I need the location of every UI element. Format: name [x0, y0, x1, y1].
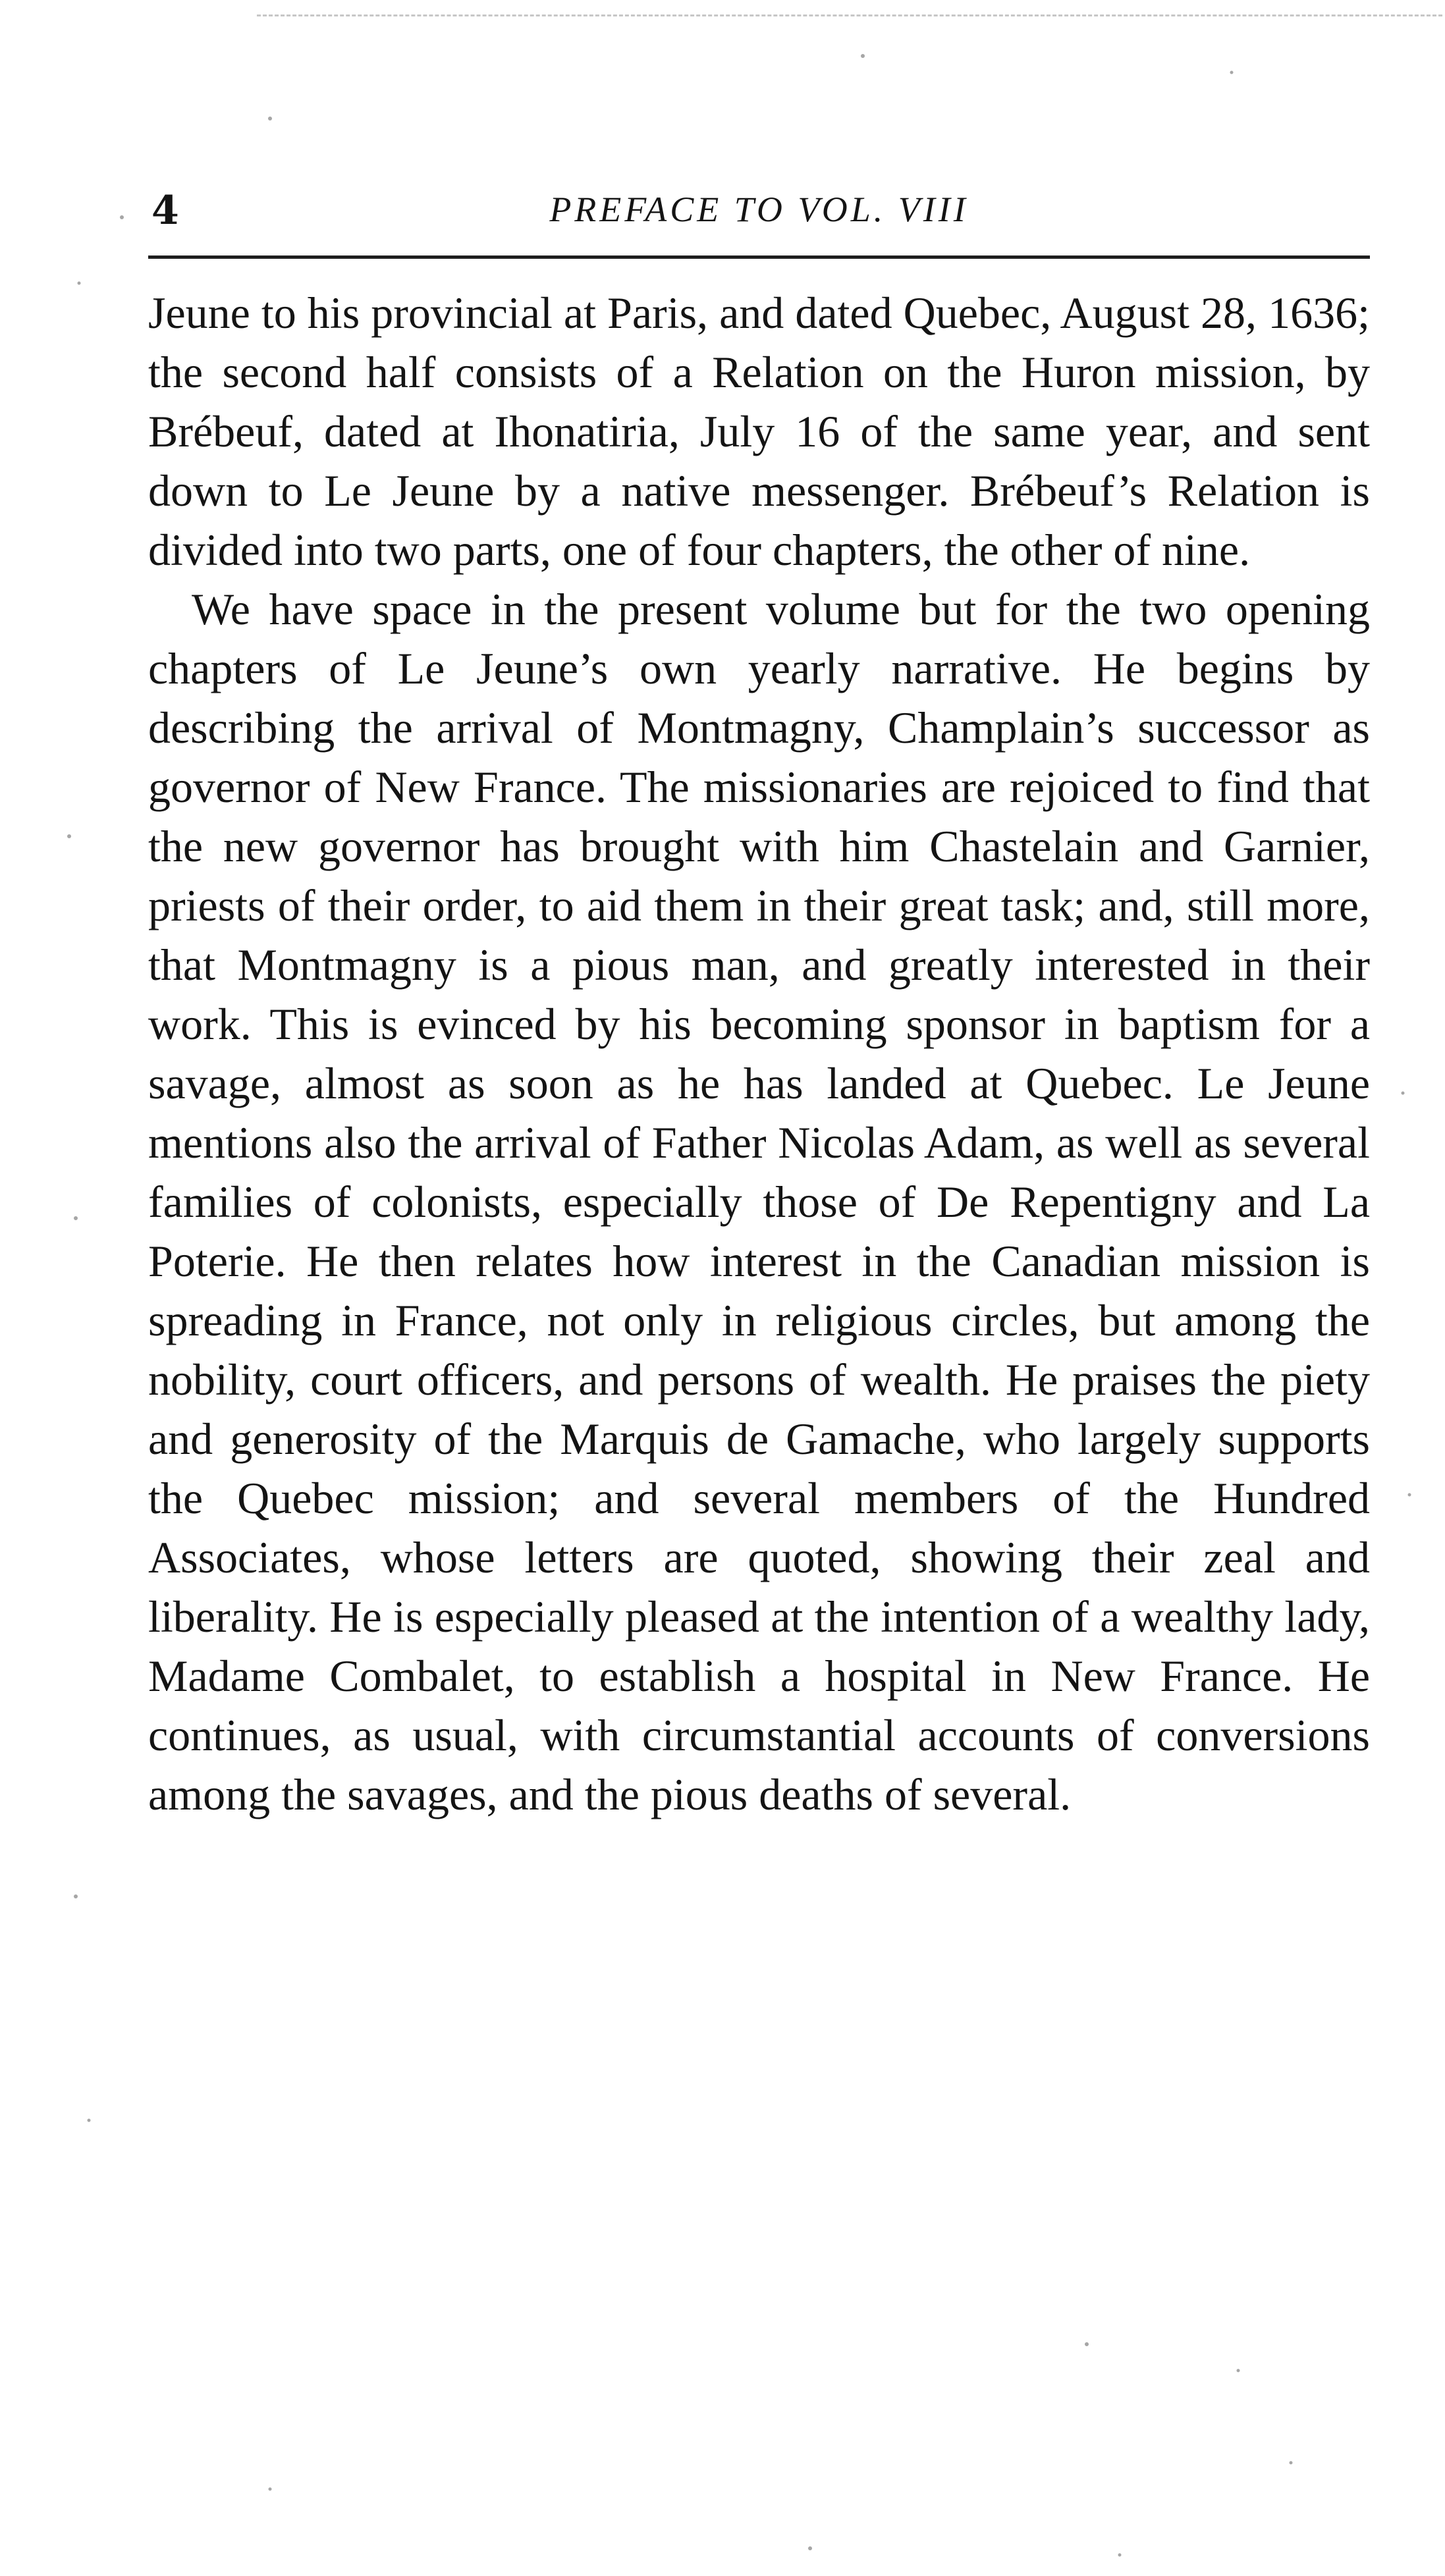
paragraph-le-jeune-narrative: We have space in the present volume but for the two opening chapters of Le Jeune’s own yearly narrative. He begins by describing the arrival of Montmagny, Champlain’s successor as governor of New France. The missionaries are rejoiced to find that the new governor has brought with him Chastelain and Garnier, priests of their order, to aid them in their great task; and, still more, that Montmagny is a pious man, and greatly interested in their work. This is evinced by his becoming sponsor in baptism for a savage, almost as soon as he has landed at Quebec. Le Jeune mentions also the arrival of Father Nicolas Adam, as well as several families of colonists, especially those of De Repentigny and La Poterie. He then relates how interest in the Canadian mission is spreading in France, not only in religious circles, but among the nobility, court officers, and persons of wealth. He praises the piety and generosity of the Marquis de Gamache, who largely supports the Quebec mission; and several members of the Hundred Associates, whose letters are quoted, showing their zeal and liberality. He is especially pleased at the intention of a wealthy lady, Madame Combalet, to establish a hospital in New France. He continues, as usual, with circumstantial accounts of conversions among the savages, and the pious deaths of several. [148, 584, 1370, 1819]
running-head: PREFACE TO VOL. VIII [549, 190, 969, 229]
header-rule [148, 255, 1370, 259]
page-header [148, 188, 1370, 254]
scan-edge-mark [257, 14, 1442, 16]
page-number: 4 [151, 188, 179, 234]
body-text [148, 283, 1370, 1824]
paragraph-continued: Jeune to his provincial at Paris, and dated Quebec, August 28, 1636; the second half consists of a Relation on the Huron mission, by Brébeuf, dated at Ihonatiria, July 16 of the same year, and sent down to Le Jeune by a native messenger. Brébeuf’s Relation is divided into two parts, one of four chapters, the other of nine. [148, 288, 1370, 575]
